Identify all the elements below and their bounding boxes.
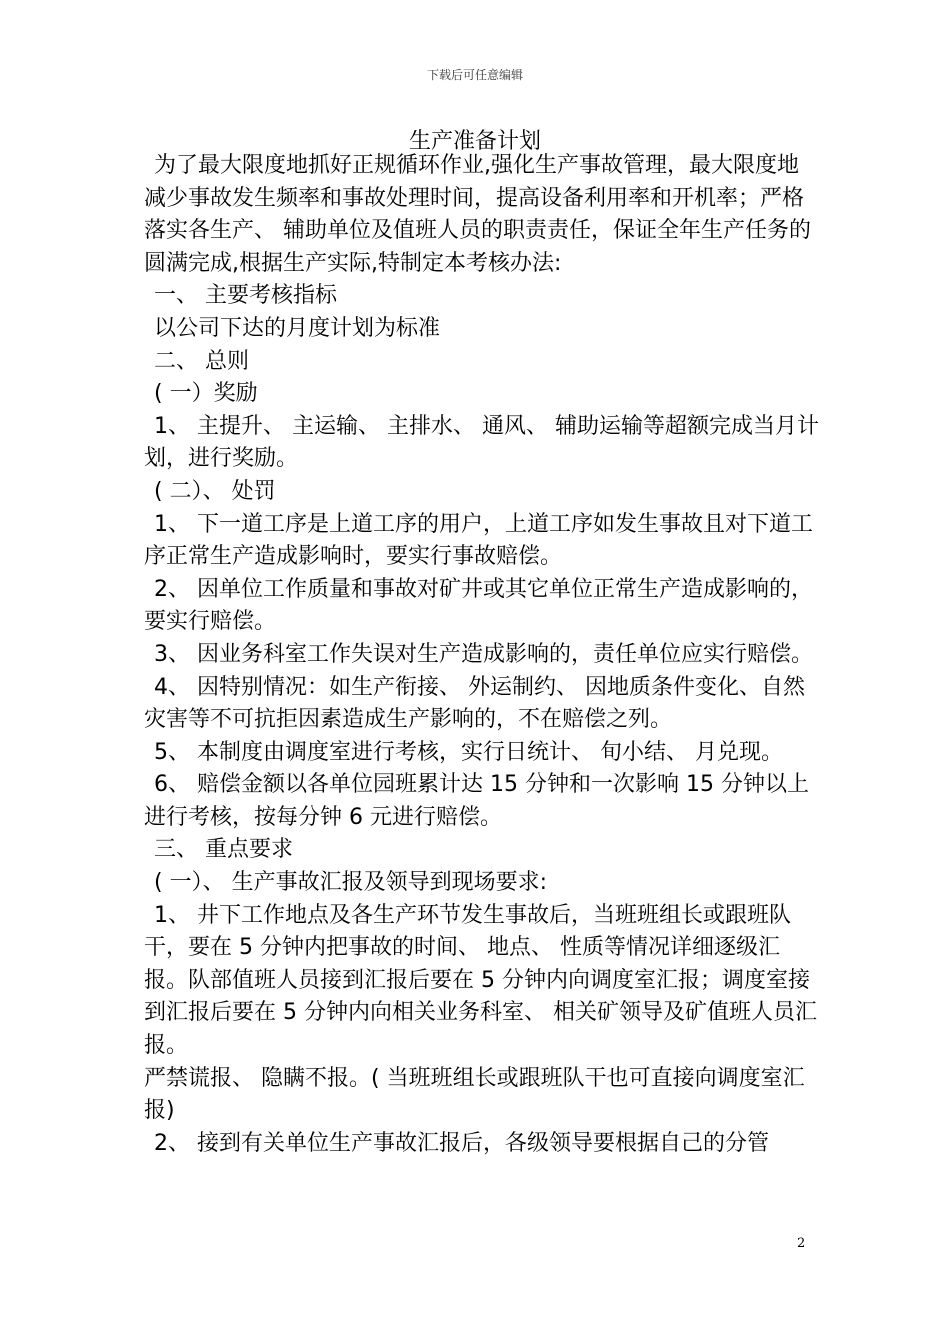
- paragraph: 以公司下达的月度计划为标准: [154, 315, 441, 341]
- subsection-heading: ( 二）、 处罚: [154, 478, 276, 504]
- subsection-heading: ( 一）奖励: [154, 381, 258, 407]
- list-item: 3、 因业务科室工作失误对生产造成影响的，责任单位应实行赔偿。: [154, 641, 813, 667]
- list-item: 2、 因单位工作质量和事故对矿井或其它单位正常生产造成影响的，要实行赔偿。: [144, 576, 813, 635]
- paragraph: 严禁谎报、 隐瞒不报。( 当班班组长或跟班队干也可直接向调度室汇报): [144, 1065, 805, 1124]
- list-item: 1、 井下工作地点及各生产环节发生事故后，当班班组长或跟班队干，要在 5 分钟内把事故的时间、 地点、 性质等情况详细逐级汇报。队部值班人员接到汇报后要在 5 分钟内向调度室汇报；调度室接到汇报后要在 5 分钟内向相关业务科室、 相关矿领导及矿值班人员汇报。: [144, 902, 817, 1059]
- list-item: 2、 接到有关单位生产事故汇报后，各级领导要根据自己的分管: [154, 1130, 769, 1156]
- page-number: 2: [797, 1236, 806, 1251]
- list-item: 1、 下一道工序是上道工序的用户，上道工序如发生事故且对下道工序正常生产造成影响时，要实行事故赔偿。: [144, 511, 813, 570]
- header-note: 下载后可任意编辑: [426, 68, 523, 82]
- paragraph-intro: 为了最大限度地抓好正规循环作业,强化生产事故管理，最大限度地减少事故发生频率和事故处理时间，提高设备利用率和开机率；严格落实各生产、 辅助单位及值班人员的职责责任，保证全年生产任务的圆满完成,根据生产实际,特制定本考核办法:: [144, 153, 811, 276]
- subsection-heading: ( 一）、 生产事故汇报及领导到现场要求:: [154, 870, 547, 896]
- list-item: 1、 主提升、 主运输、 主排水、 通风、 辅助运输等超额完成当月计划，进行奖励。: [144, 413, 819, 472]
- document-title: 生产准备计划: [408, 129, 541, 154]
- section-heading-2: 二、 总则: [154, 348, 249, 374]
- list-item: 5、 本制度由调度室进行考核，实行日统计、 旬小结、 月兑现。: [154, 739, 783, 765]
- section-heading-3: 三、 重点要求: [154, 837, 293, 863]
- document-body: [144, 150, 819, 1160]
- list-item: 6、 赔偿金额以各单位园班累计达 15 分钟和一次影响 15 分钟以上进行考核，按每分钟 6 元进行赔偿。: [144, 772, 809, 830]
- section-heading-1: 一、 主要考核指标: [154, 283, 337, 309]
- list-item: 4、 因特别情况：如生产衔接、 外运制约、 因地质条件变化、自然灾害等不可抗拒因素造成生产影响的，不在赔偿之列。: [144, 674, 805, 733]
